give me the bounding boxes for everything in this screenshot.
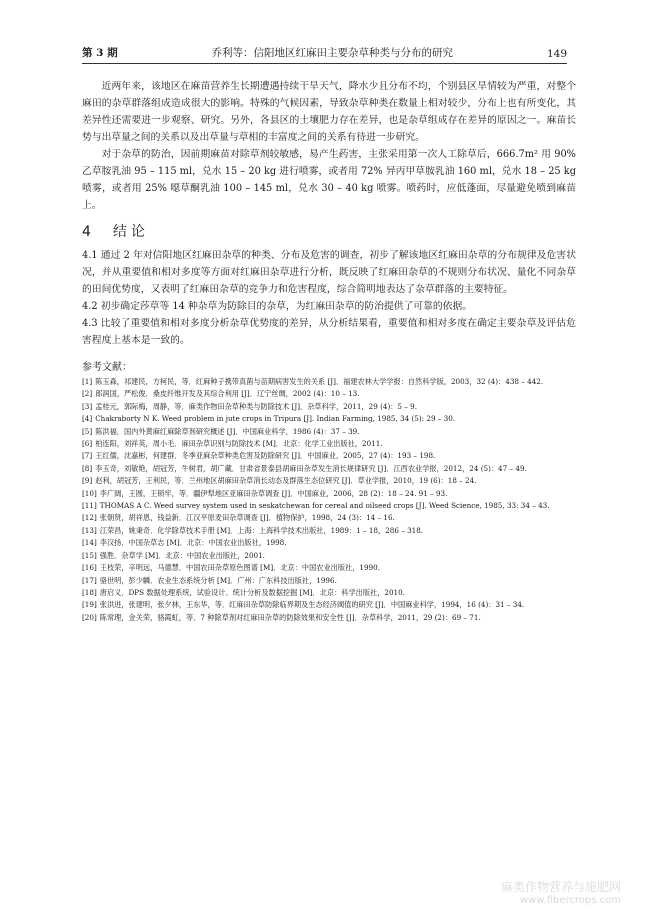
paragraph-control: 对于杂草的防治，因前期麻苗对除草剂较敏感，易产生药害，主张采用第一次人工除草后，666.7m² 用 90% 乙草胺乳油 95 – 115 ml，兑水 15 – 20 kg 进行喷雾，或者用 72% 异丙甲草胺乳油 160 ml，兑水 18 – 25 kg 喷雾，或者用 25% 噁草酮乳油 100 – 145 ml，兑水 30 – 40 kg 喷雾。喷药时，应低蓬面，尽量避免喷到麻苗上。	[82, 149, 576, 211]
reference-number: [13]	[82, 525, 97, 535]
conclusion-item: 4.3 比较了重要值和相对多度分析杂草优势度的差异，从分析结果看，重要值和相对多度在确定主要杂草及评估危害程度上基本是一致的。	[82, 318, 576, 346]
page-number: 149	[546, 48, 567, 60]
reference-item	[82, 562, 576, 574]
reference-number: [5]	[82, 426, 93, 436]
reference-item	[82, 612, 576, 624]
reference-number: [3]	[82, 401, 93, 411]
reference-number: [17]	[82, 575, 97, 585]
reference-item	[82, 575, 576, 587]
reference-text: 李玉奇，刘敏艳，胡冠芳，牛树君，胡广藏．甘肃省景泰县胡麻田杂草发生消长规律研究 [J]．江西农业学报，2012，24 (5)：47 – 49.	[95, 463, 527, 473]
reference-item	[82, 525, 576, 537]
running-title: 乔利等：信阳地区红麻田主要杂草种类与分布的研究	[211, 47, 454, 59]
reference-text: 王枝荣，辛明远，马德慧．中国农田杂草原色图谱 [M]．北京：中国农业出版社，1990.	[99, 563, 380, 573]
reference-text: 李汉扬．中国杂草志 [M]．北京：中国农业出版社，1998.	[99, 538, 287, 548]
issue-number: 第 3 期	[82, 47, 118, 59]
reference-number: [18]	[82, 587, 97, 597]
reference-item	[82, 438, 576, 450]
reference-number: [4]	[82, 414, 93, 424]
reference-text: 柏连阳，刘祥英，周小毛．麻田杂草识别与防除技术 [M]．北京：化学工业出版社，2011.	[95, 439, 383, 449]
reference-text: 王红儒，沈嘉彬，何建群．冬季亚麻杂草种类危害及防除研究 [J]．中国麻业，2005，27 (4)：193 – 198.	[95, 451, 436, 461]
reference-item	[82, 450, 576, 462]
reference-item	[82, 426, 576, 438]
reference-text: 赵利，胡冠芳，王利民，等．兰州地区胡麻田杂草消长动态及群落生态位研究 [J]．草业学报，2010，19 (6)：18 – 24.	[95, 476, 477, 486]
reference-text: 陈玉森，祁建民，方柯民，等．红麻种子携带真菌与苗期病害发生的关系 [J]．福建农林大学学报：自然科学版，2003，32 (4)：438 – 442.	[95, 377, 544, 386]
reference-text: 陈常理，金关荣，骆霞虹，等．7 种除草剂对红麻田杂草的防除效果和安全性 [J]．杂草科学，2011，29 (2)：69 – 71.	[99, 612, 481, 622]
conclusion-item: 4.1 通过 2 年对信阳地区红麻田杂草的种类、分布及危害的调查，初步了解该地区红麻田杂草的分布规律及危害状况，并从重要值和相对多度等方面对红麻田杂草进行分析，既反映了红麻田杂草的不规则分布状况、量化不同杂草的田间优势度，又表明了红麻田杂草的竞争力和危害程度，综合简明地表达了杂草群落的主要特征。	[82, 250, 576, 295]
article-body	[82, 78, 576, 624]
reference-item	[82, 599, 576, 611]
running-header	[82, 40, 567, 64]
reference-item	[82, 401, 576, 413]
reference-item	[82, 475, 576, 487]
reference-number: [8]	[82, 463, 93, 473]
reference-number: [9]	[82, 476, 93, 486]
reference-item	[82, 500, 576, 512]
reference-text: 强胜．杂草学 [M]．北京：中国农业出版社，2001.	[99, 550, 265, 560]
reference-number: [6]	[82, 439, 93, 449]
references-heading: 参考文献：	[82, 362, 132, 373]
reference-text: 李广阔，王圆，王锁牢，等．疆伊犁地区亚麻田杂草调查 [J]．中国麻业，2006，28 (2)：18 – 24. 91 – 93.	[99, 488, 448, 498]
reference-item	[82, 512, 576, 524]
reference-text: 骆世明，彭少麟．农业生态系统分析 [M]．广州：广东科技出版社，1996.	[99, 575, 337, 585]
reference-text: 张洪进，张建明，张夕林，王东华，等．红麻田杂草防除临界期及生态经济阈值的研究 [J]．中国麻业科学，1994，16 (4)：31 – 34.	[99, 600, 525, 610]
watermark-title: 麻类作物营养与施肥网	[500, 880, 621, 894]
reference-number: [10]	[82, 488, 97, 498]
reference-item	[82, 413, 576, 425]
reference-number: [11]	[82, 501, 97, 511]
reference-list	[82, 376, 576, 624]
reference-text: THOMAS A C. Weed survey system used in seskatchewan for cereal and oilseed crops [J]. Weed Science, 1985, 33: 34 – 43.	[99, 501, 550, 511]
reference-item	[82, 463, 576, 475]
reference-item	[82, 488, 576, 500]
paragraph-drought: 近两年来，该地区在麻苗营养生长期遭遇持续干旱天气，降水少且分布不均，个别县区旱情较为严重，对整个麻田的杂草群落组成造成很大的影响。特殊的气候因素，导致杂草种类在数量上相对较少，分布上也有所变化，其差异性还需要进一步观察、研究。另外，各县区的土壤肥力存在差异，也是杂草组成存在差异的原因之一。麻苗长势与出草量之间的关系以及出草量与草相的丰富度之间的关系有待进一步研究。	[82, 81, 576, 143]
reference-number: [1]	[82, 377, 93, 386]
reference-number: [16]	[82, 563, 97, 573]
section-title: 结论	[112, 224, 149, 240]
reference-text: 郎润国，严松俊．桑皮纤维开发及其综合利用 [J]．辽宁丝绸，2002 (4)：10 – 13.	[95, 389, 360, 399]
reference-number: [2]	[82, 389, 93, 399]
section-heading	[82, 221, 576, 241]
reference-item	[82, 376, 576, 388]
reference-number: [14]	[82, 538, 97, 548]
reference-text: 孟桂元，郭际梅，周静，等．麻类作物田杂草种类与防除技术 [J]．杂草科学，2011，29 (4)：5 – 9.	[95, 401, 418, 411]
reference-item	[82, 587, 576, 599]
section-number: 4	[82, 224, 95, 240]
reference-text: 陈洪福．国内外黄麻红麻除草剂研究概述 [J]．中国麻业科学，1986 (4)：37 – 39.	[95, 426, 360, 436]
reference-number: [12]	[82, 513, 97, 523]
reference-text: 唐启义．DPS 数据处理系统，试验设计、统计分析及数据挖掘 [M]．北京：科学出版社，2010.	[99, 587, 405, 597]
reference-text: Chakraborty N K. Weed problem in jute crops in Tripura [J]. Indian Farming, 1985, 34 (5): 29 – 30.	[95, 414, 456, 424]
reference-number: [19]	[82, 600, 97, 610]
watermark	[501, 881, 621, 907]
reference-number: [20]	[82, 612, 97, 622]
reference-number: [15]	[82, 550, 97, 560]
reference-text: 江荣昌，姚秉奇．化学除草技术手册 [M]．上海：上海科学技术出版社，1989：1 – 18，286 – 318.	[99, 525, 424, 535]
reference-item	[82, 550, 576, 562]
reference-text: 张朝贤，胡祥恩，钱益新．江汉平原麦田杂草调查 [J]．植物保护，1998，24 (3)：14 – 16.	[99, 513, 395, 523]
reference-item	[82, 537, 576, 549]
reference-number: [7]	[82, 451, 93, 461]
conclusion-item: 4.2 初步确定莎草等 14 种杂草为防除目的杂草，为红麻田杂草的防治提供了可靠的依据。	[82, 301, 473, 312]
reference-item	[82, 388, 576, 400]
watermark-url: www.fibercrops.com	[519, 895, 621, 906]
